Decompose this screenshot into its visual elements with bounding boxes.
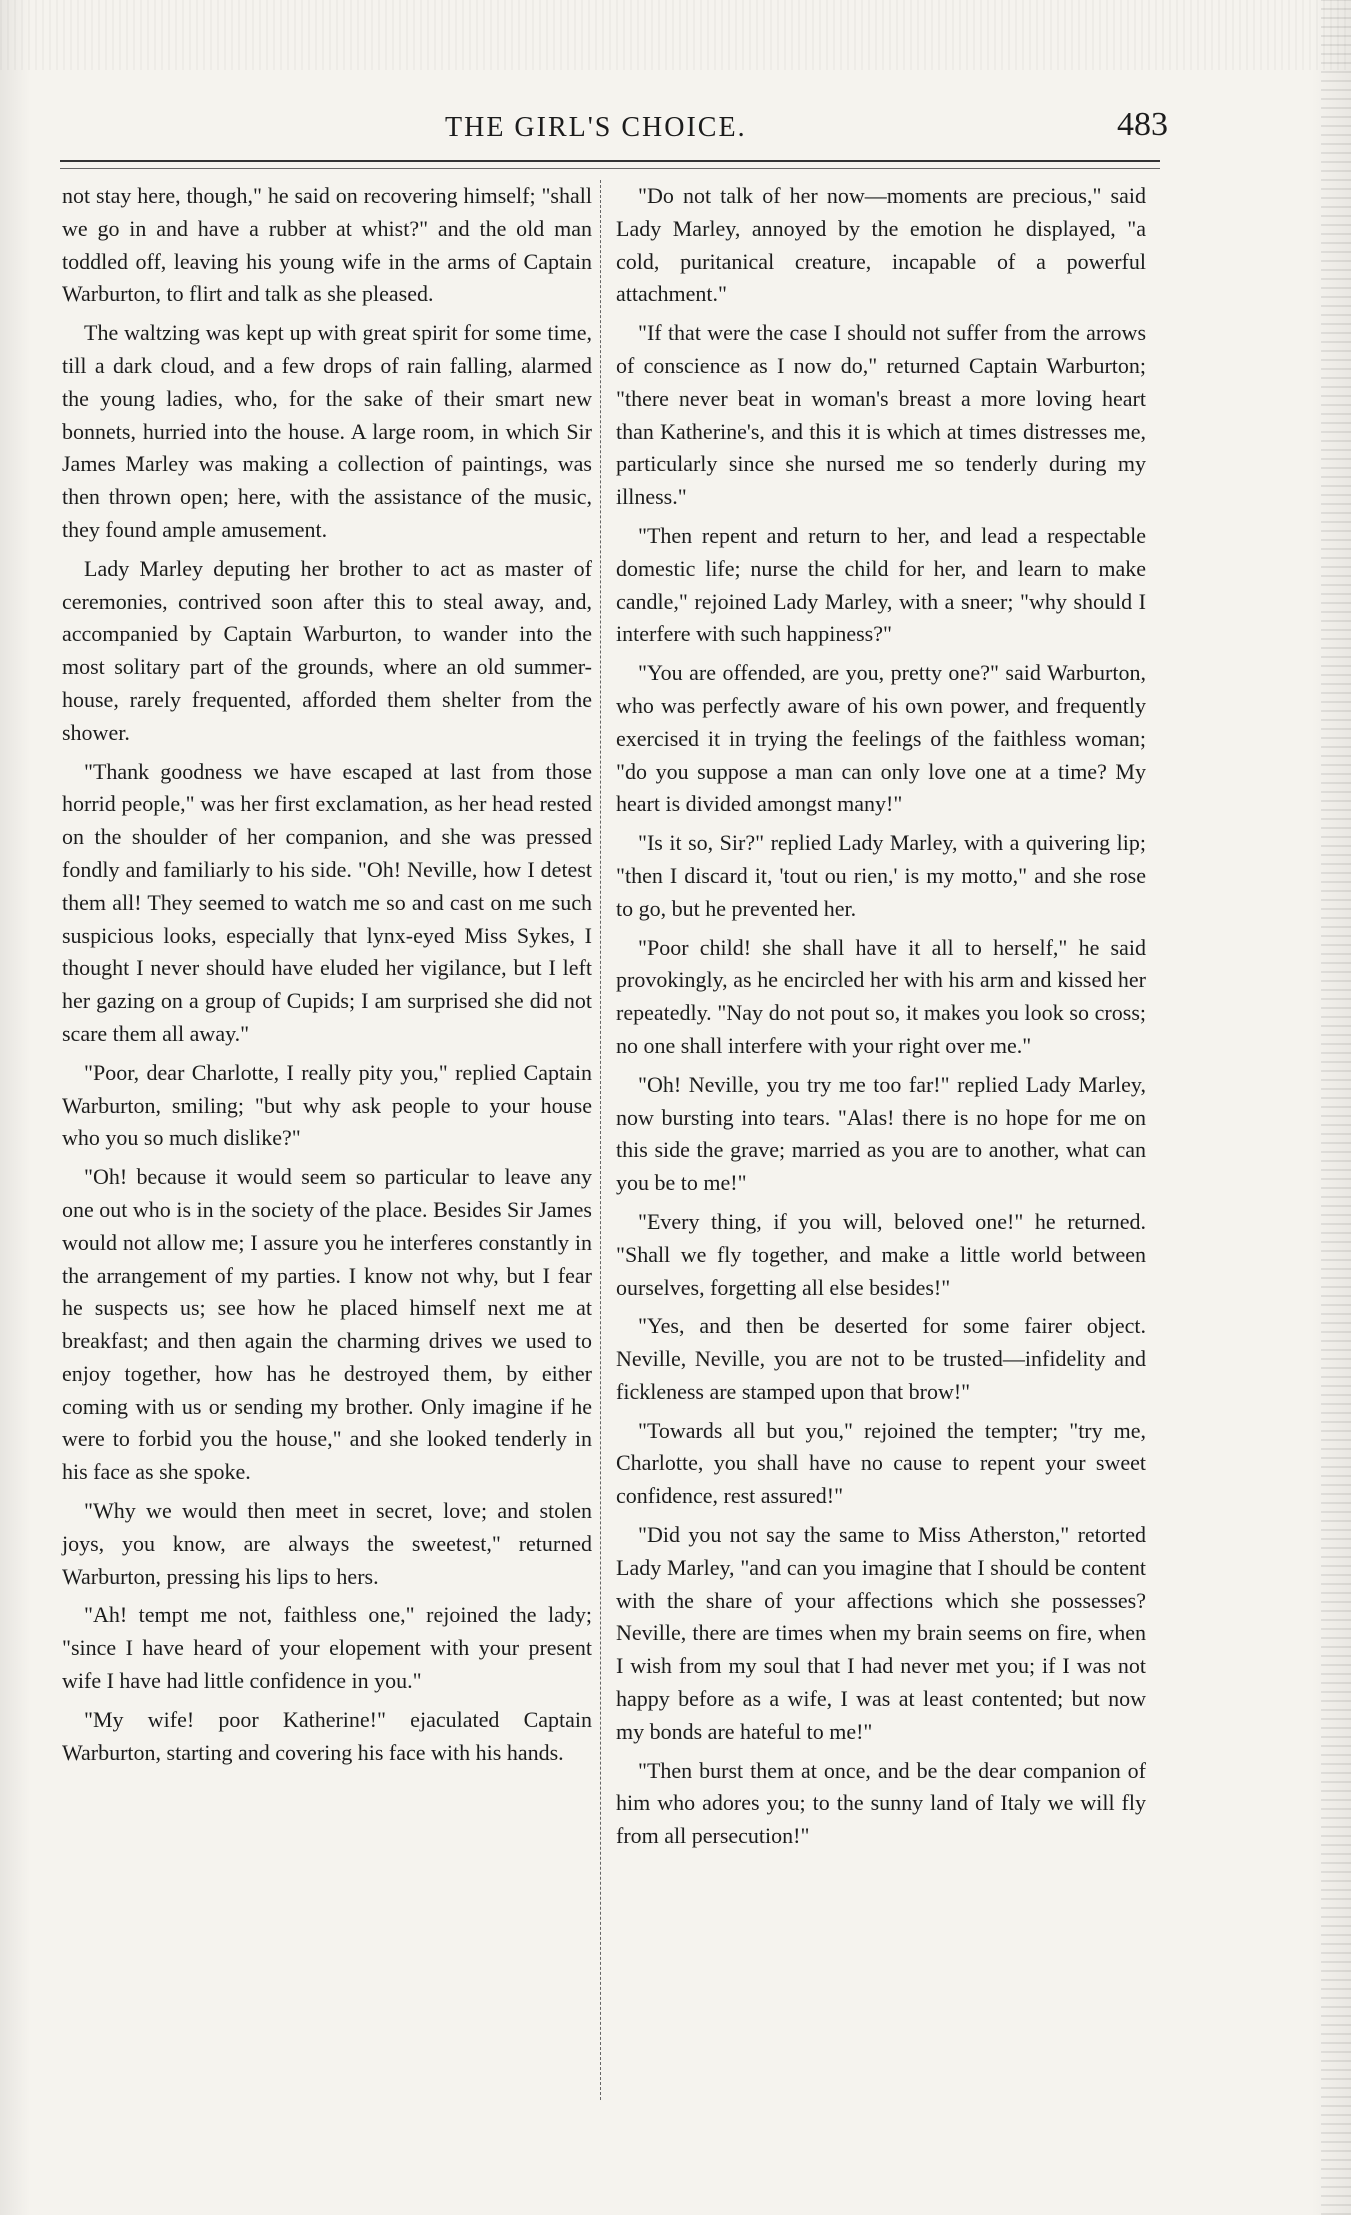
page-header: [60, 104, 1168, 154]
scan-noise-right-edge: [1321, 0, 1351, 2215]
paragraph: "Poor child! she shall have it all to herself," he said provokingly, as he encircled her with his arm and kissed her repeatedly. "Nay do not pout so, it makes you look so cross; no one shall interfere with your right over me.": [616, 934, 1146, 1058]
header-rule: [60, 160, 1160, 169]
paragraph: "Did you not say the same to Miss Atherston," retorted Lady Marley, "and can you imagine that I should be content with the share of your affections which she possesses? Neville, there are times when my brain seems on fire, when I wish from my soul that I had never met you; if I was not happy before as a wife, I was at least contented; but now my bonds are hateful to me!": [616, 1522, 1146, 1744]
paragraph: "Thank goodness we have escaped at last from those horrid people," was her first exclamation, as her head rested on the shoulder of her companion, and she was pressed fondly and familiarly to his side. "Oh! Neville, how I detest them all! They seemed to watch me so and cast on me such suspicious looks, especially that lynx-eyed Miss Sykes, I thought I never should have eluded her vigilance, but I left her gazing on a group of Cupids; I am surprised she did not scare them all away.": [62, 758, 592, 1046]
paragraph: "Then repent and return to her, and lead a respectable domestic life; nurse the child for her, and learn to make candle," rejoined Lady Marley, with a sneer; "why should I interfere with such happiness?": [616, 522, 1146, 647]
paragraph: "Every thing, if you will, beloved one!" he returned. "Shall we fly together, and make a little world between ourselves, forgetting all else besides!": [616, 1208, 1146, 1300]
paragraph: "Yes, and then be deserted for some fairer object. Neville, Neville, you are not to be trusted—infidelity and fickleness are stamped upon that brow!": [616, 1313, 1146, 1404]
right-column: [616, 180, 1146, 1859]
paragraph: "Ah! tempt me not, faithless one," rejoined the lady; "since I have heard of your elopement with your present wife I have had little confidence in you.": [62, 1602, 592, 1694]
paragraph: "Why we would then meet in secret, love; and stolen joys, you know, are always the sweetest," returned Warburton, pressing his lips to hers.: [62, 1498, 592, 1589]
paragraph: "My wife! poor Katherine!" ejaculated Captain Warburton, starting and covering his face with his hands.: [62, 1706, 592, 1765]
paragraph: Lady Marley deputing her brother to act as master of ceremonies, contrived soon after this to steal away, and, accompanied by Captain Warburton, to wander into the most solitary part of the grounds, where an old summer-house, rarely frequented, afforded them shelter from the shower.: [62, 555, 592, 745]
paragraph: "Is it so, Sir?" replied Lady Marley, with a quivering lip; "then I discard it, 'tout ou rien,' is my motto," and she rose to go, but he prevented her.: [616, 830, 1146, 921]
scan-noise-top: [0, 0, 1351, 70]
paragraph: "Oh! Neville, you try me too far!" replied Lady Marley, now bursting into tears. "Alas! there is no hope for me on this side the grave; married as you are to another, what can you be to me!": [616, 1071, 1146, 1196]
running-title: THE GIRL'S CHOICE.: [445, 112, 747, 143]
paragraph: not stay here, though," he said on recovering himself; "shall we go in and have a rubber at whist?" and the old man toddled off, leaving his young wife in the arms of Captain Warburton, to flirt and talk as she pleased.: [62, 183, 592, 307]
paragraph: "Towards all but you," rejoined the tempter; "try me, Charlotte, you shall have no cause to repent your sweet confidence, rest assured!": [616, 1417, 1146, 1509]
paragraph: The waltzing was kept up with great spirit for some time, till a dark cloud, and a few drops of rain falling, alarmed the young ladies, who, for the sake of their smart new bonnets, hurried into the house. A large room, in which Sir James Marley was making a collection of paintings, was then thrown open; here, with the assistance of the music, they found ample amusement.: [62, 320, 592, 542]
paragraph: "Then burst them at once, and be the dear companion of him who adores you; to the sunny land of Italy we will fly from all persecution!": [616, 1757, 1146, 1849]
page-number: 483: [1117, 106, 1168, 143]
left-column: [62, 180, 592, 1775]
paragraph: "If that were the case I should not suffer from the arrows of conscience as I now do," returned Captain Warburton; "there never beat in woman's breast a more loving heart than Katherine's, and this it is which at times distresses me, particularly since she nursed me so tenderly during my illness.": [616, 320, 1146, 510]
paragraph: "Poor, dear Charlotte, I really pity you," replied Captain Warburton, smiling; "but why ask people to your house who you so much dislike?": [62, 1059, 592, 1151]
column-divider: [600, 180, 601, 2100]
paragraph: "Oh! because it would seem so particular to leave any one out who is in the society of the place. Besides Sir James would not allow me; I assure you he interferes constantly in the arrangement of my parties. I know not why, but I fear he suspects us; see how he placed himself next me at breakfast; and then again the charming drives we used to enjoy together, how has he destroyed them, by either coming with us or sending my brother. Only imagine if he were to forbid you the house," and she looked tenderly in his face as she spoke.: [62, 1164, 592, 1485]
paragraph: "Do not talk of her now—moments are precious," said Lady Marley, annoyed by the emotion he displayed, "a cold, puritanical creature, incapable of a powerful attachment.": [616, 183, 1146, 307]
paragraph: "You are offended, are you, pretty one?" said Warburton, who was perfectly aware of his own power, and frequently exercised it in trying the feelings of the faithless woman; "do you suppose a man can only love one at a time? My heart is divided amongst many!": [616, 660, 1146, 817]
